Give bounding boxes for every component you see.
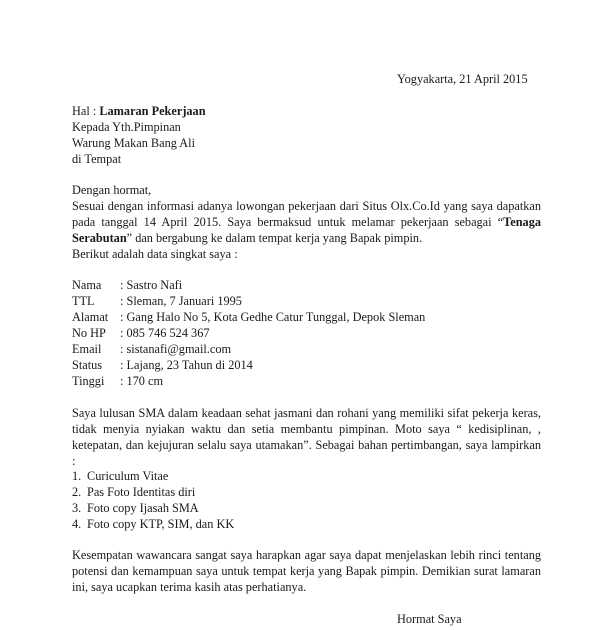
recipient-line-2: Warung Makan Bang Ali: [72, 136, 195, 150]
greeting: Dengan hormat,: [72, 183, 152, 197]
data-row-address: [72, 309, 425, 325]
attachment-item: [72, 500, 199, 516]
intro-position: Tenaga Serabutan: [72, 215, 541, 245]
data-label: Tinggi: [72, 374, 105, 388]
subject-text: Lamaran Pekerjaan: [99, 104, 206, 118]
data-label: Status: [72, 358, 103, 372]
intro-paragraph: [72, 198, 541, 246]
attachment-item: [72, 484, 195, 500]
data-value: : sistanafi@gmail.com: [120, 342, 232, 356]
data-value: : 170 cm: [120, 374, 164, 388]
data-value: : Gang Halo No 5, Kota Gedhe Catur Tunggal, Depok Sleman: [120, 310, 426, 324]
closing-paragraph: Kesempatan wawancara sangat saya harapkan agar saya dapat menjelaskan lebih rinci tentang potensi dan kemampuan saya untuk tempat kerja yang Bapak pimpin. Demikian surat lamaran ini, saya ucapkan terima kasih atas perhatianya.: [72, 548, 541, 594]
attachment-number: 3.: [72, 501, 82, 515]
recipient-line-1: Kepada Yth.Pimpinan: [72, 120, 181, 134]
data-row-height: [72, 373, 163, 389]
data-label: No HP: [72, 326, 106, 340]
place-date: Yogyakarta, 21 April 2015: [397, 72, 528, 86]
attachment-item: [72, 468, 168, 484]
subject-prefix: Hal :: [72, 104, 100, 118]
data-value: : Lajang, 23 Tahun di 2014: [120, 358, 253, 372]
subject-line: [72, 103, 206, 119]
data-label: Nama: [72, 278, 102, 292]
intro-part-2: ” dan bergabung ke dalam tempat kerja yang Bapak pimpin.: [126, 231, 423, 245]
attachment-text: Foto copy Ijasah SMA: [87, 501, 199, 515]
attachment-number: 2.: [72, 485, 82, 499]
body-paragraph: Saya lulusan SMA dalam keadaan sehat jasmani dan rohani yang memiliki sifat pekerja keras, tidak menyia nyiakan waktu dan setia membantu pimpinan. Moto saya “ kedisiplinan, , ketepatan, dan kejujuran selalu saya utamakan”. Sebagai bahan pertimbangan, saya lampirkan :: [72, 406, 541, 468]
data-row-status: [72, 357, 253, 373]
signoff: Hormat Saya: [397, 612, 462, 626]
data-value: : 085 746 524 367: [120, 326, 210, 340]
intro-part-1: Sesuai dengan informasi adanya lowongan pekerjaan dari Situs Olx.Co.Id yang saya dapatkan pada tanggal 14 April 2015. Saya bermaksud untuk melamar pekerjaan sebagai “: [72, 199, 541, 229]
attachment-text: Pas Foto Identitas diri: [87, 485, 196, 499]
attachment-text: Curiculum Vitae: [87, 469, 169, 483]
data-row-ttl: [72, 293, 242, 309]
recipient-line-3: di Tempat: [72, 152, 122, 166]
data-intro: Berikut adalah data singkat saya :: [72, 247, 238, 261]
data-row-email: [72, 341, 231, 357]
attachment-text: Foto copy KTP, SIM, dan KK: [87, 517, 235, 531]
data-value: : Sleman, 7 Januari 1995: [120, 294, 242, 308]
data-label: Email: [72, 342, 102, 356]
data-label: TTL: [72, 294, 95, 308]
data-label: Alamat: [72, 310, 109, 324]
attachment-number: 4.: [72, 517, 82, 531]
data-value: : Sastro Nafi: [120, 278, 183, 292]
data-row-phone: [72, 325, 210, 341]
attachment-item: [72, 516, 234, 532]
data-row-name: [72, 277, 182, 293]
attachment-number: 1.: [72, 469, 82, 483]
